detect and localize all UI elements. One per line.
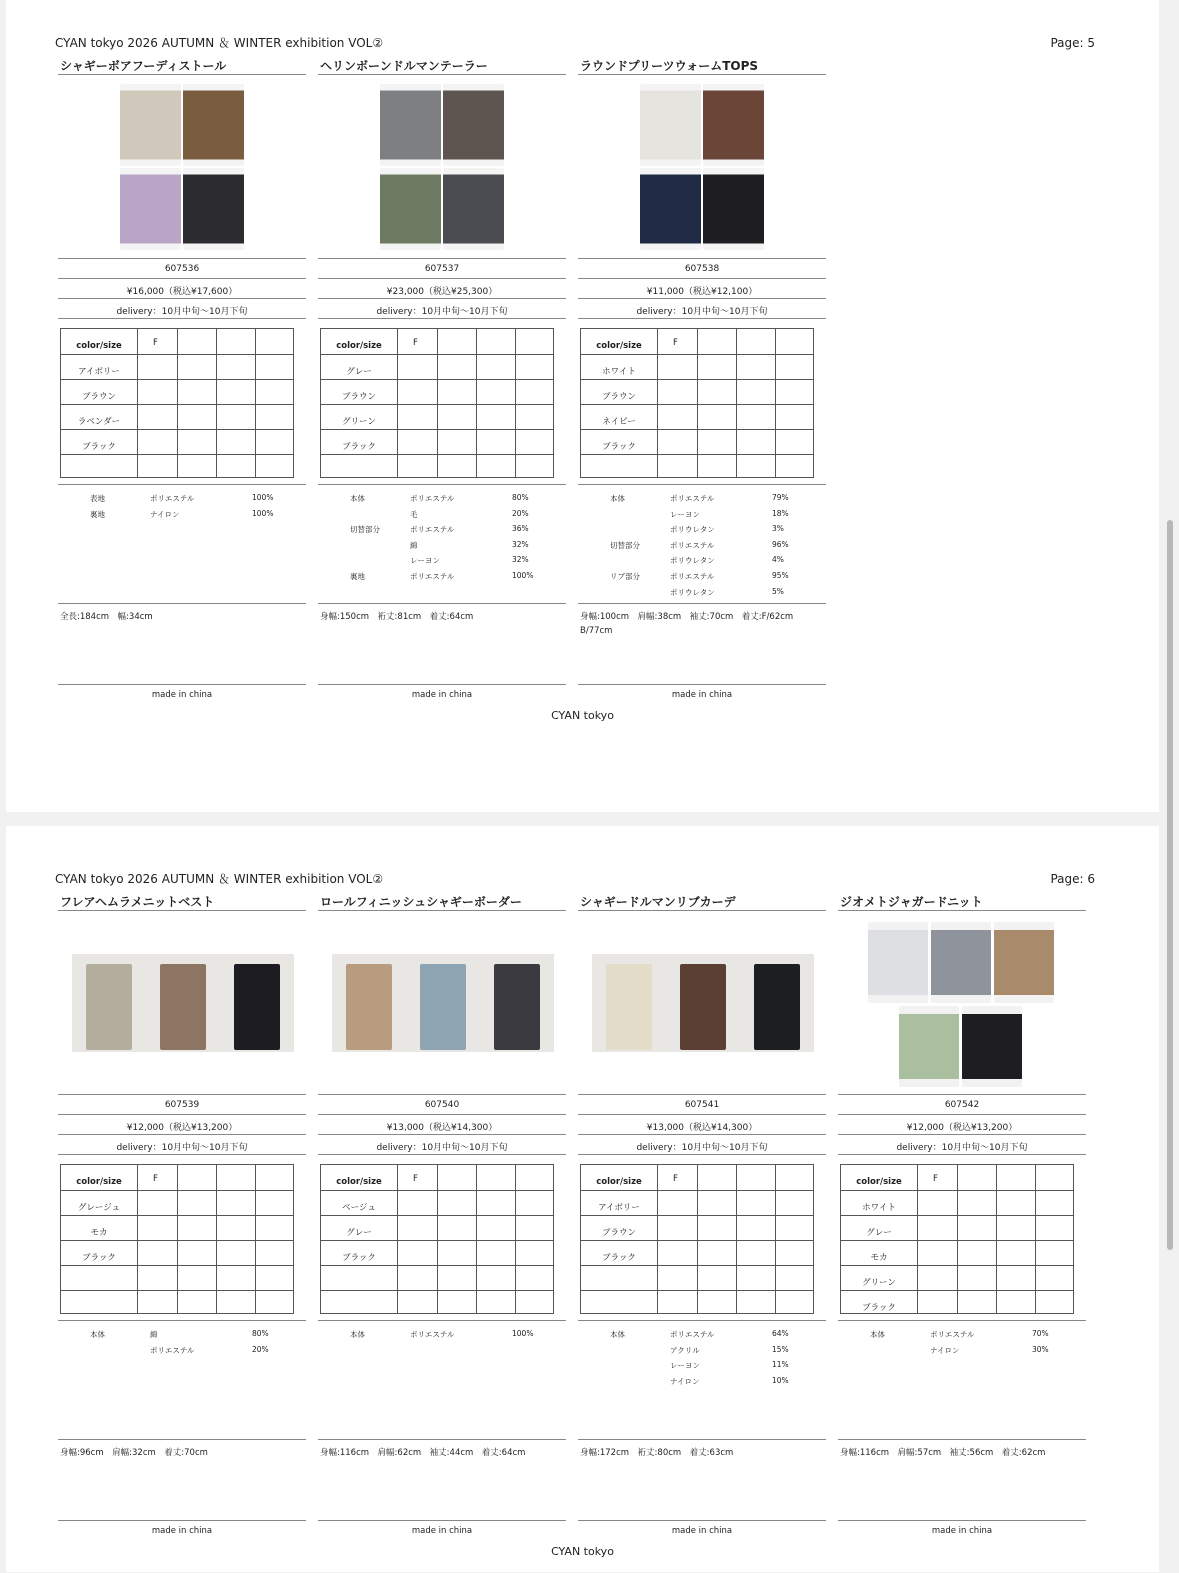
catalog-page-6 [6,826,1159,1572]
fabric-percent: 70% [1032,1329,1049,1338]
fabric-percent: 95% [772,571,789,580]
grid-color-label: グレー [346,367,372,377]
grid-color-label: ブラック [602,1253,636,1263]
fabric-composition [58,484,306,603]
garment-swatch [234,964,280,1050]
grid-size-f: F [673,338,678,348]
order-grid[interactable] [580,328,814,478]
fabric-percent: 100% [512,1329,534,1338]
fabric-part: 本体 [610,494,625,503]
fabric-part: 本体 [610,1330,625,1339]
grid-row-line [581,404,813,405]
fabric-material: ポリエステル [410,1330,455,1339]
product-name: ラウンドプリーツウォームTOPS [578,57,826,75]
order-grid[interactable] [320,1164,554,1314]
grid-row-line [581,354,813,355]
product-card [578,893,826,1573]
order-grid[interactable] [320,328,554,478]
grid-header-color-size: color/size [596,341,642,351]
grid-color-label: ブラック [602,442,636,452]
garment-swatch [703,84,764,166]
product-photo[interactable] [380,84,504,250]
garment-swatch [160,964,206,1050]
garment-swatch [443,168,504,250]
fabric-percent: 36% [512,524,529,534]
product-price: ¥16,000（税込¥17,600） [58,278,306,298]
fabric-percent: 100% [252,493,274,502]
grid-header-color-size: color/size [596,1177,642,1187]
garment-swatch [380,84,441,166]
size-measurements: 身幅:150cm 裄丈:81cm 着丈:64cm [318,603,566,624]
fabric-part: 本体 [870,1330,885,1339]
grid-row-line [581,379,813,380]
garment-swatch [606,964,652,1050]
product-photo[interactable] [120,84,244,250]
fabric-material: ポリエステル [670,1330,715,1339]
grid-row-line [581,1215,813,1216]
fabric-percent: 15% [772,1344,789,1354]
page-footer-brand: CYAN tokyo [551,709,614,722]
grid-row-line [61,404,293,405]
grid-color-label: グレージュ [77,1203,121,1213]
fabric-percent: 32% [512,555,529,565]
garment-swatch [183,84,244,166]
fabric-percent: 80% [512,493,529,502]
fabric-material: ポリエステル [930,1330,975,1339]
country-of-origin: made in china [318,684,566,700]
fabric-part: 本体 [350,494,365,503]
fabric-part: リブ部分 [610,572,640,581]
fabric-percent: 30% [1032,1344,1049,1354]
fabric-material: レーヨン [670,1361,700,1371]
grid-color-label: グレー [866,1228,892,1238]
garment-swatch [494,964,540,1050]
product-price: ¥13,000（税込¥14,300） [318,1114,566,1134]
product-card [838,893,1086,1573]
grid-color-label: ラベンダー [77,417,121,427]
divider [318,318,566,319]
fabric-composition [318,484,566,603]
product-photo[interactable] [868,922,1056,1088]
grid-row-line [321,454,553,455]
fabric-percent: 32% [512,539,529,549]
page-footer-brand: CYAN tokyo [551,1545,614,1558]
fabric-material: ポリエステル [670,540,715,550]
page-number: Page: 5 [1050,36,1095,50]
grid-row-line [321,1240,553,1241]
grid-color-label: グリーン [342,417,376,427]
size-measurements: 身幅:96cm 肩幅:32cm 着丈:70cm [58,1439,306,1460]
grid-row-line [581,1190,813,1191]
grid-row-line [321,354,553,355]
fabric-material: ポリエステル [410,525,455,535]
garment-swatch [183,168,244,250]
garment-swatch [703,168,764,250]
grid-color-label: ブラック [342,1253,376,1263]
grid-row-line [321,404,553,405]
grid-color-label: グリーン [862,1278,896,1288]
size-measurements: 身幅:100cm 肩幅:38cm 袖丈:70cm 着丈:F/62cm B/77cm [578,603,826,638]
garment-swatch [899,1006,959,1087]
fabric-percent: 10% [772,1375,789,1385]
product-card [58,893,306,1573]
country-of-origin: made in china [578,1520,826,1536]
product-code: 607540 [318,1094,566,1114]
product-card [318,893,566,1573]
grid-row-line [581,454,813,455]
fabric-composition [838,1320,1086,1439]
fabric-part: 切替部分 [350,525,380,535]
divider [318,1154,566,1155]
catalog-page-5 [6,0,1159,812]
fabric-part: 切替部分 [610,540,640,550]
product-code: 607542 [838,1094,1086,1114]
grid-row-line [581,1265,813,1266]
garment-swatch [640,84,701,166]
product-name: シャギードルマンリブカーデ [578,893,826,911]
fabric-percent: 4% [772,555,784,565]
fabric-material: 毛 [410,509,418,519]
size-measurements: 身幅:116cm 肩幅:62cm 袖丈:44cm 着丈:64cm [318,1439,566,1460]
grid-size-f: F [413,1174,418,1184]
grid-row-line [321,1215,553,1216]
size-measurements: 全長:184cm 幅:34cm [58,603,306,624]
product-price: ¥12,000（税込¥13,200） [838,1114,1086,1134]
delivery-period: delivery：10月中旬〜10月下旬 [58,298,306,318]
fabric-material: アクリル [670,1345,700,1355]
fabric-percent: 79% [772,493,789,502]
delivery-period: delivery：10月中旬〜10月下旬 [58,1134,306,1154]
grid-color-label: アイボリー [598,1203,640,1213]
divider [578,1154,826,1155]
garment-swatch [680,964,726,1050]
garment-swatch [443,84,504,166]
product-name: シャギーボアフーディストール [58,57,306,75]
grid-row-line [321,1190,553,1191]
garment-swatch [120,84,181,166]
fabric-percent: 64% [772,1329,789,1338]
grid-row-line [841,1290,1073,1291]
grid-color-label: モカ [870,1253,888,1263]
grid-color-label: ブラウン [81,392,116,402]
fabric-material: レーヨン [670,509,700,519]
grid-size-f: F [933,1174,938,1184]
fabric-part: 本体 [90,1330,105,1339]
grid-row-line [841,1240,1073,1241]
garment-swatch [640,168,701,250]
product-code: 607536 [58,258,306,278]
grid-color-label: アイボリー [78,367,120,377]
garment-swatch [994,922,1054,1003]
grid-color-label: ホワイト [862,1203,896,1213]
fabric-percent: 3% [772,524,784,534]
garment-swatch [962,1006,1022,1087]
fabric-material: ポリウレタン [670,587,715,597]
grid-row-line [61,379,293,380]
grid-color-label: ブラック [82,442,116,452]
grid-header-color-size: color/size [336,1177,382,1187]
product-code: 607537 [318,258,566,278]
country-of-origin: made in china [838,1520,1086,1536]
grid-row-line [61,1240,293,1241]
grid-row-line [581,429,813,430]
grid-row-line [321,429,553,430]
grid-header-color-size: color/size [76,341,122,351]
grid-row-line [841,1190,1073,1191]
fabric-percent: 96% [772,539,789,549]
grid-row-line [321,379,553,380]
fabric-percent: 20% [252,1344,269,1354]
product-name: ヘリンボーンドルマンテーラー [318,57,566,75]
product-price: ¥13,000（税込¥14,300） [578,1114,826,1134]
grid-row-line [61,1265,293,1266]
fabric-material: ポリエステル [670,572,715,581]
product-photo[interactable] [72,954,294,1052]
grid-header-color-size: color/size [76,1177,122,1187]
grid-color-label: ブラック [342,442,376,452]
grid-row-line [61,454,293,455]
country-of-origin: made in china [318,1520,566,1536]
size-measurements: 身幅:116cm 肩幅:57cm 袖丈:56cm 着丈:62cm [838,1439,1086,1460]
product-price: ¥12,000（税込¥13,200） [58,1114,306,1134]
country-of-origin: made in china [58,1520,306,1536]
garment-swatch [754,964,800,1050]
fabric-material: 綿 [410,540,418,550]
garment-swatch [931,922,991,1003]
divider [578,318,826,319]
delivery-period: delivery：10月中旬〜10月下旬 [838,1134,1086,1154]
divider [58,1154,306,1155]
page-header-title: CYAN tokyo 2026 AUTUMN ＆ WINTER exhibition VOL② [55,36,384,50]
fabric-percent: 5% [772,586,784,596]
fabric-percent: 100% [512,571,534,580]
product-name: ジオメトジャガードニット [838,893,1086,911]
grid-row-line [841,1215,1073,1216]
product-price: ¥11,000（税込¥12,100） [578,278,826,298]
fabric-material: ポリウレタン [670,556,715,566]
grid-row-line [581,1240,813,1241]
fabric-percent: 80% [252,1329,269,1338]
grid-color-label: ネイビー [602,417,636,427]
garment-swatch [420,964,466,1050]
delivery-period: delivery：10月中旬〜10月下旬 [318,298,566,318]
fabric-composition [318,1320,566,1439]
fabric-part: 本体 [350,1330,365,1339]
grid-color-label: ホワイト [602,367,636,377]
grid-size-f: F [153,1174,158,1184]
fabric-composition [58,1320,306,1439]
fabric-part: 表地 [90,494,105,503]
product-code: 607541 [578,1094,826,1114]
product-photo[interactable] [640,84,764,250]
garment-swatch [120,168,181,250]
fabric-percent: 100% [252,508,274,518]
fabric-material: ポリエステル [410,494,455,503]
grid-color-label: モカ [90,1228,108,1238]
order-grid[interactable] [60,328,294,478]
size-measurements: 身幅:172cm 裄丈:80cm 着丈:63cm [578,1439,826,1460]
fabric-material: レーヨン [410,556,440,566]
grid-header-color-size: color/size [856,1177,902,1187]
product-photo[interactable] [332,954,554,1052]
grid-size-f: F [153,338,158,348]
grid-color-label: ベージュ [342,1203,376,1213]
product-code: 607539 [58,1094,306,1114]
order-grid[interactable] [60,1164,294,1314]
country-of-origin: made in china [578,684,826,700]
page-header-title: CYAN tokyo 2026 AUTUMN ＆ WINTER exhibition VOL② [55,872,384,886]
fabric-material: 綿 [150,1330,158,1339]
fabric-percent: 20% [512,508,529,518]
grid-row-line [321,1265,553,1266]
product-code: 607538 [578,258,826,278]
product-price: ¥23,000（税込¥25,300） [318,278,566,298]
fabric-material: ナイロン [150,509,180,519]
fabric-material: ナイロン [930,1345,960,1355]
product-name: ロールフィニッシュシャギーボーダー [318,893,566,911]
country-of-origin: made in china [58,684,306,700]
fabric-material: ポリエステル [410,572,455,581]
grid-header-color-size: color/size [336,341,382,351]
divider [838,1154,1086,1155]
garment-swatch [86,964,132,1050]
grid-row-line [61,354,293,355]
product-card [318,57,566,737]
grid-color-label: ブラック [82,1253,116,1263]
fabric-material: ポリウレタン [670,525,715,535]
grid-row-line [61,1190,293,1191]
product-card [578,57,826,737]
grid-row-line [841,1265,1073,1266]
fabric-part: 裏地 [90,509,105,519]
fabric-material: ポリエステル [150,1345,195,1355]
garment-swatch [346,964,392,1050]
fabric-material: ポリエステル [150,494,195,503]
garment-swatch [380,168,441,250]
order-grid[interactable] [580,1164,814,1314]
grid-size-f: F [413,338,418,348]
fabric-composition [578,1320,826,1439]
delivery-period: delivery：10月中旬〜10月下旬 [578,1134,826,1154]
fabric-material: ポリエステル [670,494,715,503]
product-name: フレアヘムラメニットベスト [58,893,306,911]
order-grid[interactable] [840,1164,1074,1314]
product-card [58,57,306,737]
grid-row-line [61,429,293,430]
fabric-material: ナイロン [670,1376,700,1386]
fabric-composition [578,484,826,603]
product-photo[interactable] [592,954,814,1052]
grid-size-f: F [673,1174,678,1184]
grid-row-line [321,1290,553,1291]
delivery-period: delivery：10月中旬〜10月下旬 [578,298,826,318]
grid-color-label: ブラウン [341,392,376,402]
delivery-period: delivery：10月中旬〜10月下旬 [318,1134,566,1154]
grid-color-label: ブラウン [601,392,636,402]
grid-color-label: グレー [346,1228,372,1238]
grid-color-label: ブラック [862,1303,896,1313]
grid-row-line [61,1290,293,1291]
garment-swatch [868,922,928,1003]
divider [58,318,306,319]
fabric-percent: 11% [772,1360,789,1370]
scrollbar-thumb[interactable] [1167,520,1173,1250]
fabric-part: 裏地 [350,572,365,581]
grid-row-line [61,1215,293,1216]
grid-row-line [581,1290,813,1291]
grid-color-label: ブラウン [601,1228,636,1238]
fabric-percent: 18% [772,508,789,518]
page-number: Page: 6 [1050,872,1095,886]
